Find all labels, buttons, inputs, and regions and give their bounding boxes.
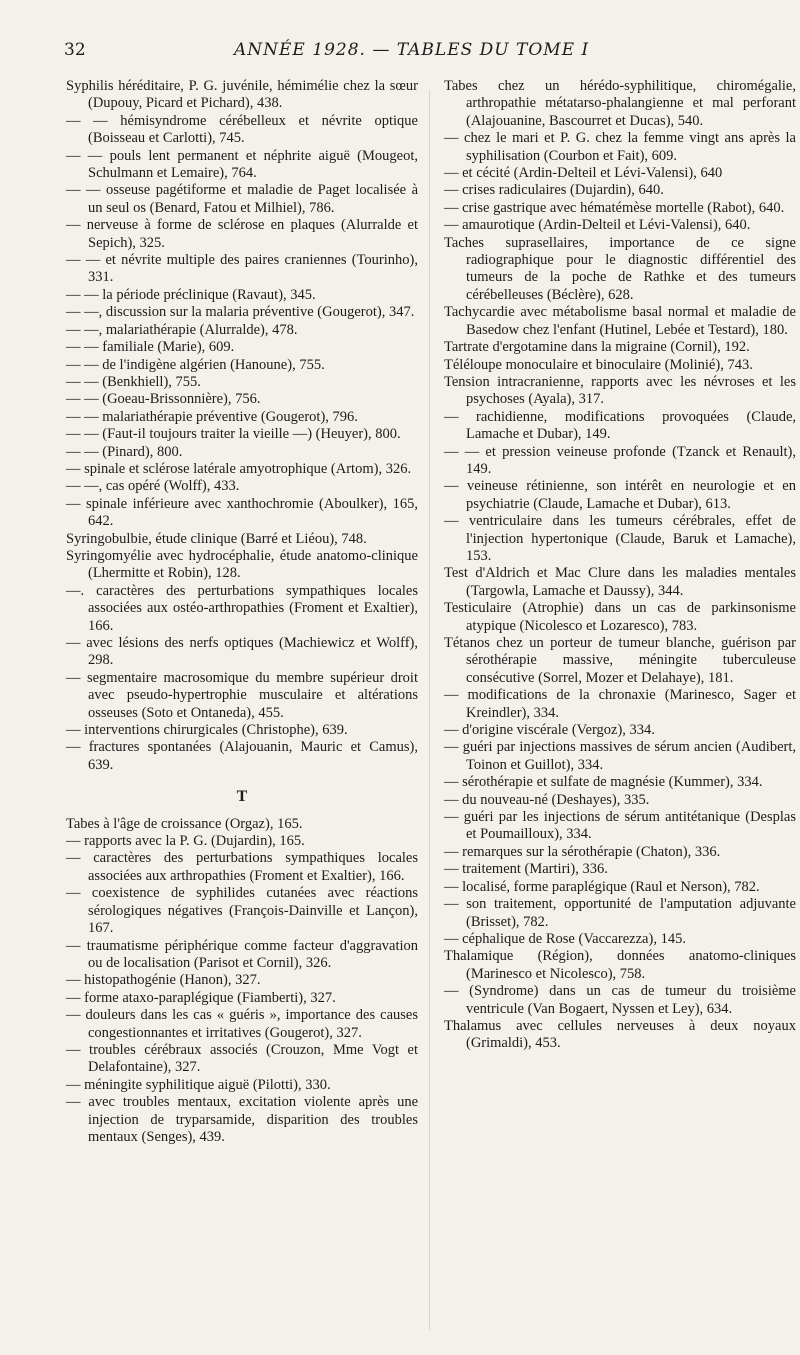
index-entry: — forme ataxo-paraplégique (Fiamberti), 327.: [66, 989, 336, 1006]
index-entry: — segmentaire macrosomique du membre supérieur droit avec pseudo-hypertrophie musculaire et altérations osseuses (Soto et Ontaneda), 455.: [66, 669, 418, 721]
index-entry: — — malariathérapie préventive (Gougerot), 796.: [66, 408, 358, 425]
index-entry: — son traitement, opportunité de l'amputation adjuvante (Brisset), 782.: [444, 896, 796, 930]
index-entry: — — (Pinard), 800.: [66, 443, 183, 460]
index-entry: — amaurotique (Ardin-Delteil et Lévi-Valensi), 640.: [444, 217, 751, 234]
index-entry: — du nouveau-né (Deshayes), 335.: [444, 791, 650, 808]
index-entry: — histopathogénie (Hanon), 327.: [66, 972, 261, 989]
index-entry: — ventriculaire dans les tumeurs cérébrales, effet de l'injection hypertonique (Claude, Baruk et Lamache), 153.: [444, 513, 796, 564]
index-entry: — — pouls lent permanent et néphrite aiguë (Mougeot, Schulmann et Lemaire), 764.: [66, 147, 418, 182]
index-entry: — — (Benkhiell), 755.: [66, 373, 201, 390]
index-entry: — céphalique de Rose (Vaccarezza), 145.: [444, 930, 686, 947]
index-entry: — sérothérapie et sulfate de magnésie (Kummer), 334.: [444, 774, 763, 791]
index-entry: Syringomyélie avec hydrocéphalie, étude anatomo-clinique (Lhermitte et Robin), 128.: [66, 547, 418, 582]
index-entry: — —, cas opéré (Wolff), 433.: [66, 478, 240, 495]
index-entry: — — hémisyndrome cérébelleux et névrite optique (Boisseau et Carlotti), 745.: [66, 112, 418, 147]
index-entry: Test d'Aldrich et Mac Clure dans les maladies mentales (Targowla, Lamache et Daussy), 344.: [444, 565, 796, 599]
index-entry: Tension intracranienne, rapports avec les névroses et les psychoses (Ayala), 317.: [444, 373, 796, 408]
index-entry: — interventions chirurgicales (Christophe), 639.: [66, 722, 348, 739]
index-entry: — guéri par les injections de sérum antitétanique (Desplas et Poumailloux), 334.: [444, 809, 796, 843]
index-entry: — crises radiculaires (Dujardin), 640.: [444, 182, 664, 199]
index-entry: — douleurs dans les cas « guéris », importance des causes congestionnantes et irritatives (Gougerot), 327.: [66, 1007, 418, 1041]
index-entry: — troubles cérébraux associés (Crouzon, Mme Vogt et Delafontaine), 327.: [66, 1041, 418, 1076]
index-entry: —. caractères des perturbations sympathiques locales associées aux ostéo-arthropathies (Froment et Exaltier), 166.: [66, 582, 418, 634]
index-entry: — modifications de la chronaxie (Marinesco, Sager et Kreindler), 334.: [444, 687, 796, 721]
index-entry: — d'origine viscérale (Vergoz), 334.: [444, 722, 655, 739]
index-entry: — fractures spontanées (Alajouanin, Mauric et Camus), 639.: [66, 739, 418, 773]
index-entry: — avec troubles mentaux, excitation violente après une injection de tryparsamide, disparition des troubles mentaux (Senges), 439.: [66, 1094, 418, 1145]
index-entry: — — la période préclinique (Ravaut), 345.: [66, 286, 316, 303]
index-entry: — nerveuse à forme de sclérose en plaques (Alurralde et Sepich), 325.: [66, 217, 418, 251]
index-entry: — — et névrite multiple des paires craniennes (Tourinho), 331.: [66, 252, 418, 286]
index-entry: — — de l'indigène algérien (Hanoune), 755.: [66, 356, 325, 373]
index-entry: — localisé, forme paraplégique (Raul et Nerson), 782.: [444, 878, 760, 895]
index-entry: — traitement (Martiri), 336.: [444, 861, 608, 878]
running-title: ANNÉE 1928. — TABLES DU TOME I: [234, 40, 590, 60]
index-entry: — — et pression veineuse profonde (Tzanck et Renault), 149.: [444, 443, 796, 477]
right-column: [444, 78, 796, 1053]
index-entry: — spinale inférieure avec xanthochromie (Aboulker), 165, 642.: [66, 495, 418, 530]
index-entry: Testiculaire (Atrophie) dans un cas de parkinsonisme atypique (Nicolesco et Lozaresco), 783.: [444, 600, 796, 634]
index-entry: — veineuse rétinienne, son intérêt en neurologie et en psychiatrie (Claude, Lamache et Dubar), 613.: [444, 478, 796, 512]
section-letter-heading: T: [236, 788, 248, 806]
index-entry: — chez le mari et P. G. chez la femme vingt ans après la syphilisation (Courbon et Fait), 609.: [444, 130, 796, 164]
index-entry: Téléloupe monoculaire et binoculaire (Molinié), 743.: [444, 356, 753, 373]
index-entry: — avec lésions des nerfs optiques (Machiewicz et Wolff), 298.: [66, 635, 418, 669]
index-entry: Syphilis héréditaire, P. G. juvénile, hémimélie chez la sœur (Dupouy, Picard et Pichard), 438.: [66, 78, 418, 112]
index-entry: — guéri par injections massives de sérum ancien (Audibert, Toinon et Guillot), 334.: [444, 739, 796, 773]
index-entry: — rachidienne, modifications provoquées (Claude, Lamache et Dubar), 149.: [444, 408, 796, 443]
page-header: [64, 40, 770, 64]
index-entry: Tartrate d'ergotamine dans la migraine (Cornil), 192.: [444, 339, 750, 356]
index-entry: — spinale et sclérose latérale amyotrophique (Artom), 326.: [66, 460, 412, 477]
index-entry: — crise gastrique avec hématémèse mortelle (Rabot), 640.: [444, 199, 785, 216]
index-entry: — — familiale (Marie), 609.: [66, 339, 235, 356]
index-entry: Taches suprasellaires, importance de ce signe radiographique pour le diagnostic différentiel des tumeurs de la poche de Rathke et des tumeurs cérébelleuses (Béclère), 628.: [444, 234, 796, 303]
column-divider: [429, 90, 430, 1330]
index-entry: Syringobulbie, étude clinique (Barré et Liéou), 748.: [66, 530, 367, 547]
index-entry: Thalamique (Région), données anatomo-cliniques (Marinesco et Nicolesco), 758.: [444, 948, 796, 982]
index-entry: — méningite syphilitique aiguë (Pilotti), 330.: [66, 1076, 331, 1093]
index-entry: — — (Faut-il toujours traiter la vieille —) (Heuyer), 800.: [66, 426, 401, 443]
index-entry: — traumatisme périphérique comme facteur d'aggravation ou de localisation (Parisot et Cornil), 326.: [66, 937, 418, 971]
index-entry: — —, malariathérapie (Alurralde), 478.: [66, 321, 298, 338]
index-entry: — — (Goeau-Brissonnière), 756.: [66, 391, 261, 408]
index-entry: — —, discussion sur la malaria préventive (Gougerot), 347.: [66, 304, 415, 321]
index-entry: — rapports avec la P. G. (Dujardin), 165.: [66, 833, 305, 850]
page-number: 32: [64, 40, 86, 60]
index-entry: Thalamus avec cellules nerveuses à deux noyaux (Grimaldi), 453.: [444, 1017, 796, 1052]
index-entry: — et cécité (Ardin-Delteil et Lévi-Valensi), 640: [444, 165, 723, 182]
left-column: [66, 78, 418, 1146]
index-entry: — remarques sur la sérothérapie (Chaton), 336.: [444, 843, 721, 860]
index-entry: Tétanos chez un porteur de tumeur blanche, guérison par sérothérapie massive, méningite tuberculeuse consécutive (Sorrel, Mozer et Delahaye), 181.: [444, 635, 796, 686]
index-entry: — caractères des perturbations sympathiques locales associées aux arthropathies (Froment et Exaltier), 166.: [66, 850, 418, 884]
index-entry: Tabes à l'âge de croissance (Orgaz), 165.: [66, 815, 303, 832]
index-entry: — coexistence de syphilides cutanées avec réactions sérologiques négatives (François-Dainville et Lançon), 167.: [66, 885, 418, 937]
index-entry: Tabes chez un hérédo-syphilitique, chiromégalie, arthropathie métatarso-phalangienne et mal perforant (Alajouanine, Bascourret et Ducas), 540.: [444, 78, 796, 129]
index-entry: Tachycardie avec métabolisme basal normal et maladie de Basedow chez l'enfant (Hutinel, Lebée et Testard), 180.: [444, 304, 796, 338]
index-entry: — (Syndrome) dans un cas de tumeur du troisième ventricule (Van Bogaert, Nyssen et Ley), 634.: [444, 983, 796, 1017]
index-entry: — — osseuse pagétiforme et maladie de Paget localisée à un seul os (Benard, Fatou et Milhiel), 786.: [66, 182, 418, 216]
